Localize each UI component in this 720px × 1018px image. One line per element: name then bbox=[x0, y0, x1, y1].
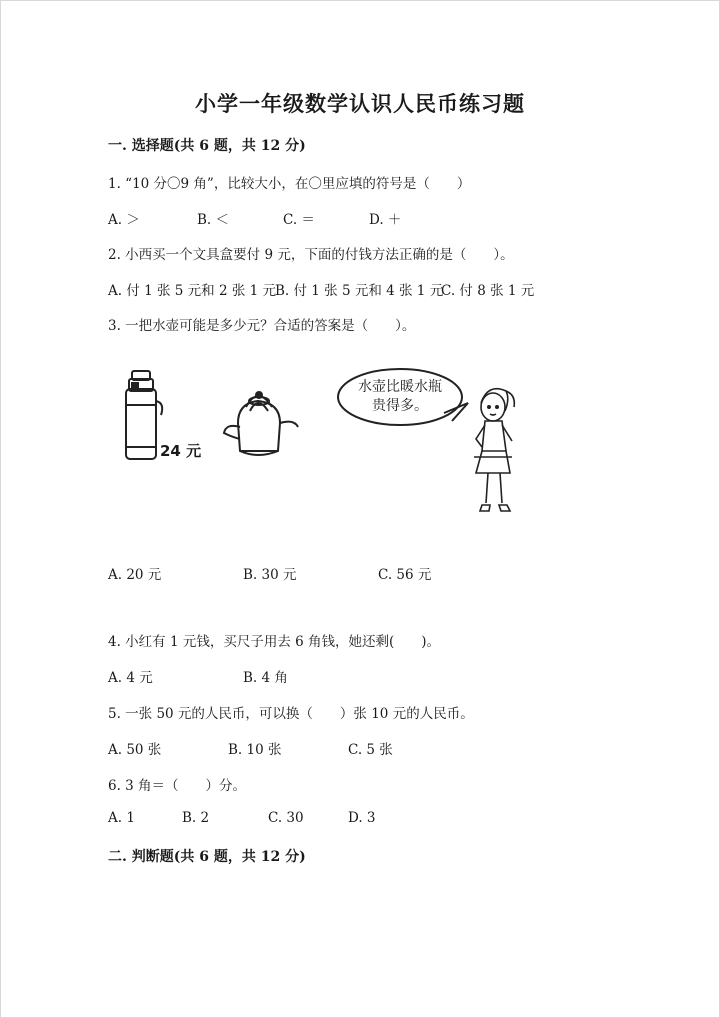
q6-option-d: D. 3 bbox=[348, 810, 376, 826]
q4-option-a: A. 4 元 bbox=[108, 670, 153, 686]
speech-line-2: 贵得多。 bbox=[372, 398, 428, 414]
page-title: 小学一年级数学认识人民币练习题 bbox=[195, 91, 525, 116]
q5-option-c: C. 5 张 bbox=[348, 742, 393, 758]
q3-option-b: B. 30 元 bbox=[243, 567, 297, 583]
question-2: 2. 小西买一个文具盒要付 9 元，下面的付钱方法正确的是（ ）。 bbox=[108, 247, 514, 263]
girl-icon bbox=[474, 389, 514, 511]
q2-option-a: A. 付 1 张 5 元和 2 张 1 元 bbox=[108, 283, 277, 299]
q1-option-a: A. ＞ bbox=[108, 212, 140, 228]
speech-bubble-text bbox=[340, 378, 460, 416]
q2-option-b: B. 付 1 张 5 元和 4 张 1 元 bbox=[275, 283, 444, 299]
q3-option-c: C. 56 元 bbox=[378, 567, 432, 583]
section-2-heading: 二. 判断题(共 6 题，共 12 分) bbox=[108, 849, 306, 865]
q1-option-c: C. ＝ bbox=[283, 212, 315, 228]
question-5: 5. 一张 50 元的人民币，可以换（ ）张 10 元的人民币。 bbox=[108, 706, 474, 722]
question-3-figure bbox=[108, 355, 528, 525]
q2-option-c: C. 付 8 张 1 元 bbox=[441, 283, 535, 299]
thermos-icon bbox=[126, 371, 162, 459]
q6-option-c: C. 30 bbox=[268, 810, 304, 826]
q6-option-a: A. 1 bbox=[108, 810, 135, 826]
section-1-heading: 一. 选择题(共 6 题，共 12 分) bbox=[108, 138, 306, 154]
question-6: 6. 3 角＝（ ）分。 bbox=[108, 778, 247, 794]
q6-option-b: B. 2 bbox=[182, 810, 210, 826]
q1-option-b: B. ＜ bbox=[197, 212, 230, 228]
q3-option-a: A. 20 元 bbox=[108, 567, 162, 583]
kettle-icon bbox=[224, 392, 298, 455]
question-3: 3. 一把水壶可能是多少元？合适的答案是（ ）。 bbox=[108, 318, 416, 334]
q4-option-b: B. 4 角 bbox=[243, 670, 288, 686]
question-4: 4. 小红有 1 元钱，买尺子用去 6 角钱，她还剩( )。 bbox=[108, 634, 441, 650]
q5-option-a: A. 50 张 bbox=[108, 742, 162, 758]
thermos-price-label: 24 元 bbox=[160, 442, 202, 460]
question-1: 1. “10 分〇9 角”，比较大小，在〇里应填的符号是（ ） bbox=[108, 176, 471, 192]
speech-line-1: 水壶比暖水瓶 bbox=[358, 379, 442, 395]
q5-option-b: B. 10 张 bbox=[228, 742, 282, 758]
q1-option-d: D. ＋ bbox=[369, 212, 402, 228]
